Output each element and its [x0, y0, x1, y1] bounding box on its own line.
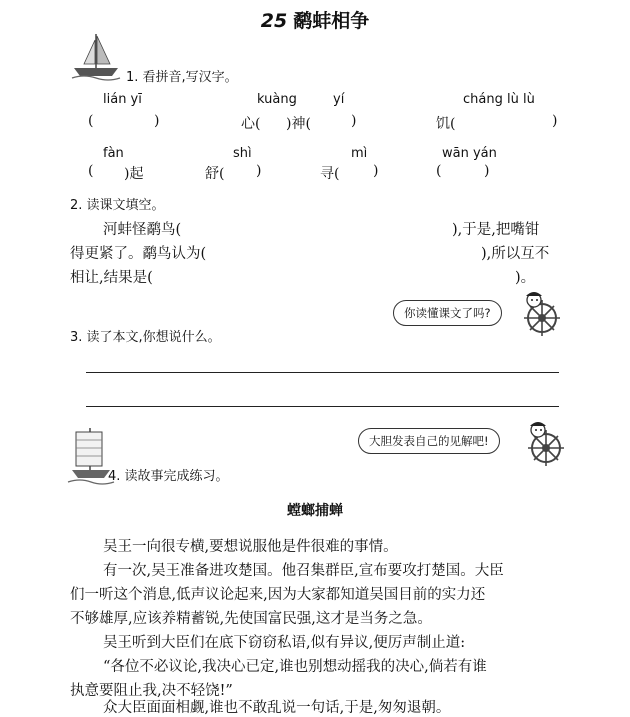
- char-blank: )神(: [286, 116, 311, 132]
- answer-blank-open: (: [88, 163, 94, 179]
- fill-line: ),于是,把嘴钳: [452, 222, 540, 238]
- pinyin: fàn: [103, 146, 124, 161]
- story-line: “各位不必议论,我决心已定,谁也别想动摇我的决心,倘若有谁: [103, 659, 487, 675]
- fill-line: 得更紧了。鹬鸟认为(: [70, 246, 207, 262]
- question-3-heading: 3. 读了本文,你想说什么。: [70, 330, 221, 345]
- answer-line: [86, 406, 559, 407]
- story-line: 有一次,吴王准备进攻楚国。他召集群臣,宣布要攻打楚国。大臣: [103, 563, 504, 579]
- answer-blank-open: (: [88, 113, 94, 129]
- story-line: 执意要阻止我,决不轻饶!”: [70, 683, 233, 699]
- story-line: 不够雄厚,应该养精蓄锐,先使国富民强,这才是当务之急。: [70, 611, 432, 627]
- lesson-title: [0, 6, 630, 33]
- story-line: 吴王一向很专横,要想说服他是件很难的事情。: [103, 539, 398, 555]
- pinyin: lián yī: [103, 92, 142, 107]
- fill-line: )。: [515, 270, 536, 286]
- pinyin: cháng lù lù: [463, 92, 535, 107]
- question-1-heading: 1. 看拼音,写汉字。: [126, 70, 238, 85]
- pinyin: wān yán: [442, 146, 497, 161]
- pinyin: kuàng: [257, 92, 297, 107]
- fill-line: 河蚌怪鹬鸟(: [103, 222, 182, 238]
- cartoon-sailor-icon: [516, 418, 568, 466]
- pinyin: shì: [233, 146, 252, 161]
- char-blank: 寻(: [320, 166, 340, 182]
- fill-line: 相让,结果是(: [70, 270, 153, 286]
- cartoon-sailor-icon: [512, 288, 564, 336]
- pinyin: mì: [351, 146, 368, 161]
- speech-bubble: 大胆发表自己的见解吧!: [358, 428, 500, 454]
- answer-blank-close: ): [154, 113, 160, 129]
- char-blank: 舒(: [205, 166, 225, 182]
- char-blank: )起: [124, 166, 144, 182]
- answer-blank-close: ): [484, 163, 490, 179]
- answer-blank-close: ): [256, 163, 262, 179]
- story-line: 们一听这个消息,低声议论起来,因为大家都知道吴国目前的实力还: [70, 587, 486, 603]
- answer-blank-open: (: [436, 163, 442, 179]
- lesson-title-text: 鹬蚌相争: [293, 10, 370, 32]
- speech-bubble: 你读懂课文了吗?: [393, 300, 502, 326]
- lesson-number: 25: [260, 10, 288, 32]
- fill-line: ),所以互不: [481, 246, 550, 262]
- answer-blank-close: ): [373, 163, 379, 179]
- answer-blank-close: ): [552, 113, 558, 129]
- answer-line: [86, 372, 559, 373]
- char-blank: 心(: [241, 116, 261, 132]
- sailboat-icon: [70, 30, 122, 82]
- story-line: 吴王听到大臣们在底下窃窃私语,似有异议,便厉声制止道:: [103, 635, 466, 651]
- question-4-heading: 4. 读故事完成练习。: [108, 469, 229, 484]
- answer-blank-close: ): [351, 113, 357, 129]
- pinyin: yí: [333, 92, 345, 107]
- story-title: 螳螂捕蝉: [287, 503, 343, 519]
- question-2-heading: 2. 读课文填空。: [70, 198, 165, 213]
- story-line: 众大臣面面相觑,谁也不敢乱说一句话,于是,匆匆退朝。: [103, 700, 451, 716]
- char-blank: 饥(: [436, 116, 456, 132]
